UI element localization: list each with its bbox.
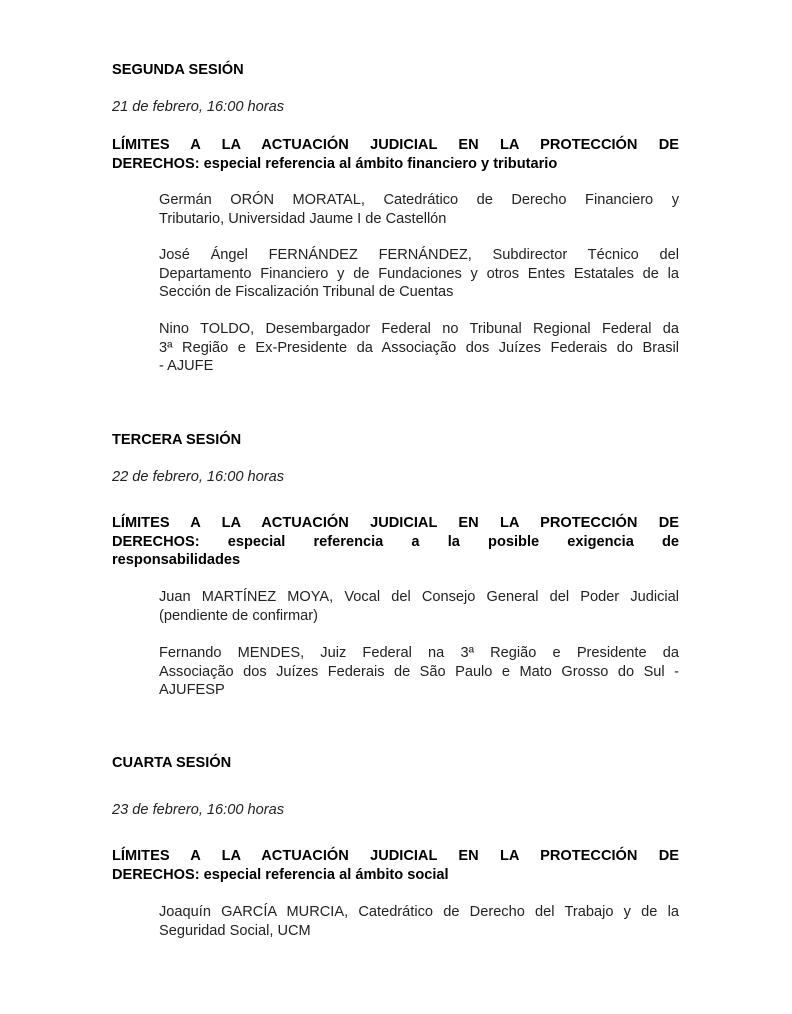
speaker-line: Associação dos Juízes Federais de São Paulo e Mato Grosso do Sul -	[159, 663, 679, 680]
speaker-line: Fernando MENDES, Juiz Federal na 3ª Região e Presidente da	[159, 645, 679, 661]
speaker-line: AJUFESP	[159, 682, 225, 698]
session-3-date: 22 de febrero, 16:00 horas	[112, 469, 285, 485]
session-2-topic-line-1: LÍMITES A LA ACTUACIÓN JUDICIAL EN LA PROTECCIÓN DE	[112, 137, 679, 153]
session-2-date: 21 de febrero, 16:00 horas	[112, 99, 285, 115]
speaker-line: José Ángel FERNÁNDEZ FERNÁNDEZ, Subdirector Técnico del	[159, 247, 679, 263]
session-3-topic	[112, 514, 679, 570]
session-2-topic	[112, 136, 679, 173]
session-3-speaker-2	[159, 644, 679, 700]
speaker-line: Sección de Fiscalización Tribunal de Cuentas	[159, 284, 454, 300]
speaker-line: Germán ORÓN MORATAL, Catedrático de Derecho Financiero y	[159, 192, 679, 208]
speaker-line: Nino TOLDO, Desembargador Federal no Tribunal Regional Federal da	[159, 321, 679, 337]
session-3-topic-line-3: responsabilidades	[112, 552, 241, 568]
session-4-topic-line-2: DERECHOS: especial referencia al ámbito social	[112, 866, 449, 883]
session-2-speaker-1	[159, 191, 679, 228]
session-3-speaker-1	[159, 588, 679, 625]
session-4-speaker-1	[159, 903, 679, 940]
speaker-line: Joaquín GARCÍA MURCIA, Catedrático de Derecho del Trabajo y de la	[159, 904, 679, 920]
session-3-topic-line-1: LÍMITES A LA ACTUACIÓN JUDICIAL EN LA PROTECCIÓN DE	[112, 515, 679, 531]
session-4-date: 23 de febrero, 16:00 horas	[112, 802, 285, 818]
speaker-line: (pendiente de confirmar)	[159, 607, 318, 624]
session-4-topic	[112, 847, 679, 884]
session-4-topic-line-1: LÍMITES A LA ACTUACIÓN JUDICIAL EN LA PROTECCIÓN DE	[112, 848, 679, 864]
speaker-line: 3ª Região e Ex-Presidente da Associação dos Juízes Federais do Brasil	[159, 339, 679, 356]
speaker-line: Tributario, Universidad Jaume I de Castellón	[159, 210, 447, 227]
speaker-line: Juan MARTÍNEZ MOYA, Vocal del Consejo General del Poder Judicial	[159, 589, 679, 605]
session-4-title: CUARTA SESIÓN	[112, 755, 232, 771]
speaker-line: Departamento Financiero y de Fundaciones y otros Entes Estatales de la	[159, 265, 679, 282]
session-2-title: SEGUNDA SESIÓN	[112, 62, 244, 78]
speaker-line: - AJUFE	[159, 358, 214, 374]
session-3-topic-line-2: DERECHOS: especial referencia a la posible exigencia de	[112, 533, 679, 550]
session-2-speaker-3	[159, 320, 679, 376]
session-2-speaker-2	[159, 246, 679, 302]
speaker-line: Seguridad Social, UCM	[159, 922, 311, 939]
session-3-title: TERCERA SESIÓN	[112, 432, 242, 448]
session-2-topic-line-2: DERECHOS: especial referencia al ámbito financiero y tributario	[112, 155, 558, 172]
